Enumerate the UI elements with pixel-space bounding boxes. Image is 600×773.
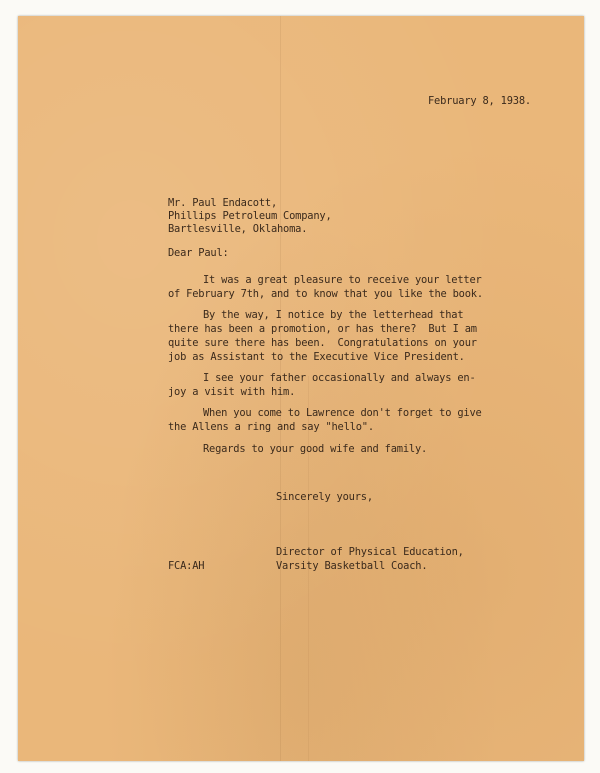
initials: FCA:AH — [168, 560, 205, 572]
letter-date: February 8, 1938. — [428, 95, 531, 107]
body-line: By the way, I notice by the letterhead that — [203, 309, 464, 321]
signature-title: Director of Physical Education, — [276, 546, 464, 558]
body-line: It was a great pleasure to receive your letter — [203, 274, 482, 286]
salutation: Dear Paul: — [168, 247, 229, 259]
body-line: of February 7th, and to know that you like the book. — [168, 288, 483, 300]
body-line: When you come to Lawrence don't forget to give — [203, 407, 482, 419]
signature-subtitle: Varsity Basketball Coach. — [276, 560, 428, 572]
body-line: I see your father occasionally and always en- — [203, 372, 476, 384]
body-line: the Allens a ring and say "hello". — [168, 421, 374, 433]
recipient-name: Mr. Paul Endacott, — [168, 197, 278, 209]
body-line: there has been a promotion, or has there? But I am — [168, 323, 477, 335]
recipient-city: Bartlesville, Oklahoma. — [168, 223, 308, 235]
body-line: job as Assistant to the Executive Vice President. — [168, 351, 465, 363]
recipient-company: Phillips Petroleum Company, — [168, 210, 332, 222]
body-line: quite sure there has been. Congratulations on your — [168, 337, 477, 349]
body-line: joy a visit with him. — [168, 386, 296, 398]
letter-page — [18, 16, 584, 761]
closing: Sincerely yours, — [276, 491, 373, 503]
body-line: Regards to your good wife and family. — [203, 443, 428, 455]
